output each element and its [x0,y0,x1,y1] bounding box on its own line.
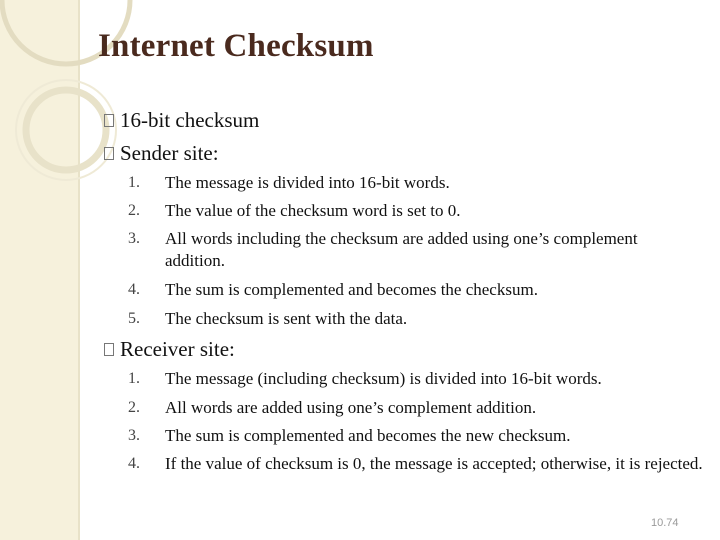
bullet-receiver-label: Receiver site: [120,337,235,361]
slide-title: Internet Checksum [98,28,374,64]
step-number: 3. [128,427,140,444]
page-number: 10.74 [651,517,679,529]
step-text: The message (including checksum) is divided into 16-bit words. [165,369,602,388]
bullet-16bit-label: 16-bit checksum [120,108,260,132]
bullet-receiver [104,337,235,362]
step-number: 3. [128,230,140,247]
step-number: 2. [128,399,140,416]
receiver-step [128,368,703,390]
step-number: 1. [128,370,140,387]
ring-middle [26,90,106,170]
step-number: 4. [128,455,140,472]
step-number: 5. [128,310,140,327]
bullet-box-icon [104,114,114,127]
step-text: The message is divided into 16-bit words. [165,173,450,192]
ring-middle-outer [16,80,116,180]
step-text: The sum is complemented and becomes the checksum. [165,280,538,299]
bullet-box-icon [104,343,114,356]
step-number: 1. [128,174,140,191]
step-text: The checksum is sent with the data. [165,309,408,328]
sender-step [128,200,703,222]
sender-step [128,228,663,272]
bullet-16bit [104,108,259,133]
step-text: The value of the checksum word is set to 0. [165,201,461,220]
step-text: The sum is complemented and becomes the new checksum. [165,426,571,445]
step-text: All words including the checksum are added using one’s complement addition. [165,229,638,270]
receiver-step [128,453,703,475]
sender-step [128,279,703,301]
bullet-sender-label: Sender site: [120,141,219,165]
step-number: 2. [128,202,140,219]
sender-step [128,308,703,330]
bullet-box-icon [104,147,114,160]
receiver-step [128,397,703,419]
step-number: 4. [128,281,140,298]
step-text: All words are added using one’s complement addition. [165,398,537,417]
receiver-step [128,425,703,447]
bullet-sender [104,141,219,166]
step-text: If the value of checksum is 0, the message is accepted; otherwise, it is rejected. [165,454,703,473]
sender-step [128,172,703,194]
